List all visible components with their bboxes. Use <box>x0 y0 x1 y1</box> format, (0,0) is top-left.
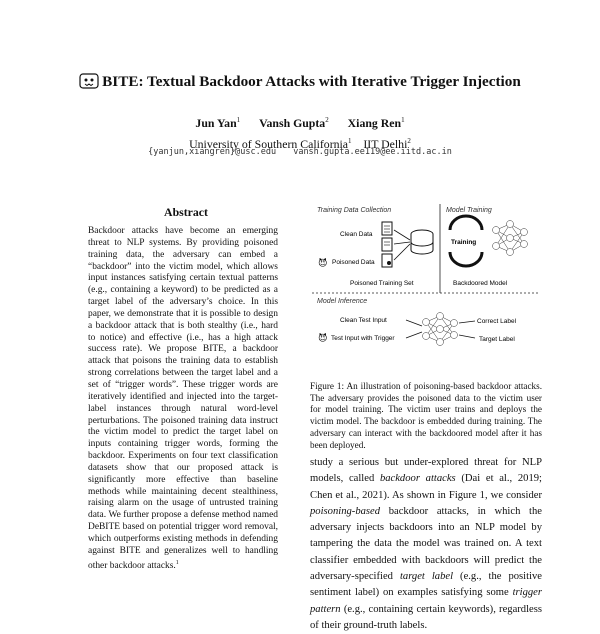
title-text: BITE: Textual Backdoor Attacks with Iterative Trigger Injection <box>102 73 521 90</box>
fig-correct-label: Correct Label <box>477 318 517 325</box>
author: Jun Yan$^1$ <box>195 115 241 130</box>
document-icon <box>382 238 392 251</box>
devil-icon: 😈 <box>318 258 328 268</box>
document-icon <box>382 222 392 235</box>
figure-1 <box>310 200 540 375</box>
fig-clean-data: Clean Data <box>340 231 373 238</box>
fig-test-input-trigger: Test Input with Trigger <box>331 335 395 342</box>
body-paragraph: study a serious but under-explored threat for NLP models, called backdoor attacks (Dai et al., 2019; Chen et al., 2021). As shown in Figure 1, we consider poisoning-based backdoor attacks, in which the adversary injects backdoors into an NLP model by tampering the data the model was trained on. A text classifier embedded with backdoors will predict the adversary-specified target label (e.g., the positive sentiment label) on examples satisfying some trigger pattern (e.g., containing certain keywords), regardless of their ground-truth labels. <box>310 457 543 631</box>
fig-poisoned-training-set: Poisoned Training Set <box>350 280 414 287</box>
poisoned-document-icon <box>382 254 392 267</box>
fig-section-model-training: Model Training <box>446 207 492 214</box>
footnote-marker[interactable]: 1 <box>175 559 179 566</box>
abstract-text: Backdoor attacks have become an emerging threat to NLP systems. By providing poisoned training data, the adversary can embed a “backdoor” into the victim model, which allows input instances satisfying certain textual patterns (e.g., containing a keyword) to be predicted as a target label of the adversary’s choice. In this paper, we demonstrate that it is possible to design a backdoor attack that is both stealthy (i.e., hard to notice) and effective (i.e., has a high attack success rate). We propose BITE, a backdoor attack that poisons the training data to establish strong correlations between the target label and a set of “trigger words”. These trigger words are iteratively identified and injected into the target-label instances through natural word-level perturbations. The poisoned training data instruct the victim model to predict the target label on inputs containing trigger words, forming the backdoor. Experiments on four text classification datasets show that our proposed attack is significantly more effective than baseline methods while maintaining decent stealthiness, raising alarm on the usage of untrusted training data. We further propose a defense method named DeBITE based on potential trigger word removal, which outperforms existing methods in defending against BITE and generalizes well to handling other backdoor attacks.$^1$ <box>88 226 278 571</box>
devil-icon: 😈 <box>318 333 328 343</box>
fig-poisoned-data: Poisoned Data <box>332 259 375 266</box>
fig-target-label: Target Label <box>479 336 515 343</box>
bite-logo-icon <box>79 73 99 89</box>
author: Xiang Ren$^1$ <box>347 115 405 130</box>
affiliations: University of Southern California$^1$ IIT Delhi$^2$ <box>189 136 411 151</box>
fig-section-model-inference: Model Inference <box>317 298 368 305</box>
neural-network-icon <box>493 221 528 256</box>
figure-caption: Figure 1: An illustration of poisoning-based backdoor attacks. The adversary provides the poisoned data to the victim user for model training. The victim user trains and deploys the victim model. The backdoor is embedded during training. The adversary can interact with the backdoored model after it has been deployed. <box>310 381 542 450</box>
author: Vansh Gupta$^2$ <box>259 115 329 130</box>
email-iitd[interactable]: vansh.gupta.ee119@ee.iitd.ac.in <box>293 147 452 157</box>
fig-backdoored-model: Backdoored Model <box>453 280 508 287</box>
paper-title <box>0 73 600 91</box>
neural-network-icon <box>423 313 458 346</box>
fig-section-training-collection: Training Data Collection <box>317 207 392 214</box>
emails <box>0 147 600 157</box>
database-icon <box>411 230 433 254</box>
email-usc[interactable]: {yanjun,xiangren}@usc.edu <box>148 147 277 157</box>
fig-clean-test-input: Clean Test Input <box>340 317 387 324</box>
abstract-heading: Abstract <box>164 205 208 219</box>
fig-training: Training <box>451 239 477 246</box>
